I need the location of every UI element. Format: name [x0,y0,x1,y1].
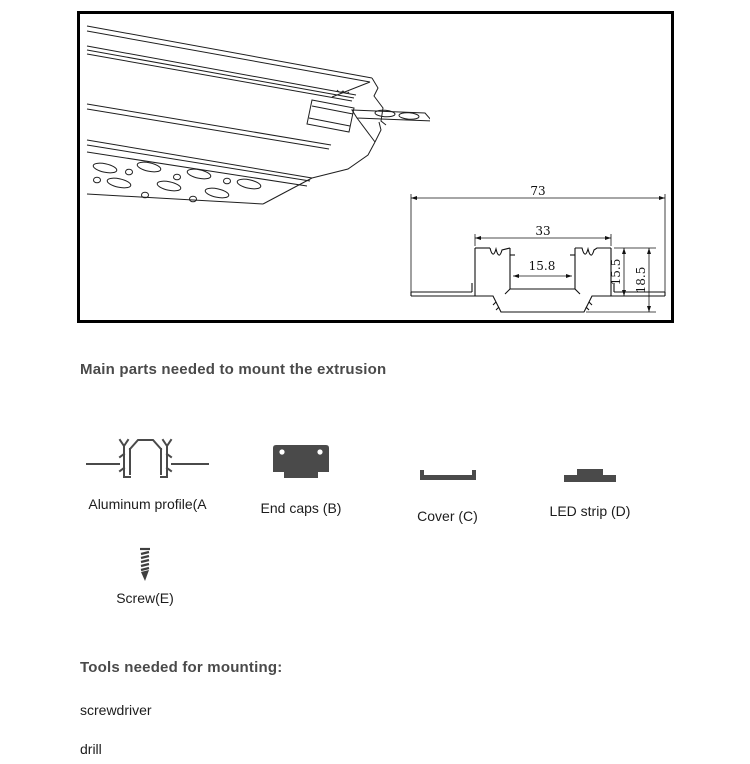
dim-overall-height: 18.5 [634,266,648,294]
dim-recess-width: 33 [535,224,551,238]
dim-body-height: 15.5 [609,258,623,286]
part-item-screw [97,546,193,606]
part-label-led-strip: LED strip (D) [549,503,631,519]
screw-icon [136,546,154,584]
dim-overall-width: 73 [530,186,546,198]
part-item-led-strip [525,434,655,519]
tool-item-drill: drill [80,741,102,757]
cross-section-drawing [406,186,671,321]
part-item-aluminum-profile [80,434,215,512]
part-label-screw: Screw(E) [116,590,174,606]
part-label-cover: Cover (C) [417,508,478,524]
part-label-aluminum-profile: Aluminum profile(A [88,496,207,512]
part-item-end-caps [237,434,365,516]
tools-heading: Tools needed for mounting: [80,659,283,676]
dim-channel-width: 15.8 [528,259,556,273]
end-cap-icon [272,434,330,486]
aluminum-profile-icon [86,434,210,482]
part-item-cover [385,434,510,524]
parts-heading: Main parts needed to mount the extrusion [80,361,387,378]
cover-icon [420,434,476,494]
part-label-end-caps: End caps (B) [260,500,342,516]
tool-item-screwdriver: screwdriver [80,702,152,718]
technical-drawing-box [77,11,674,323]
led-strip-icon [564,434,616,489]
isometric-profile-drawing [85,18,430,220]
